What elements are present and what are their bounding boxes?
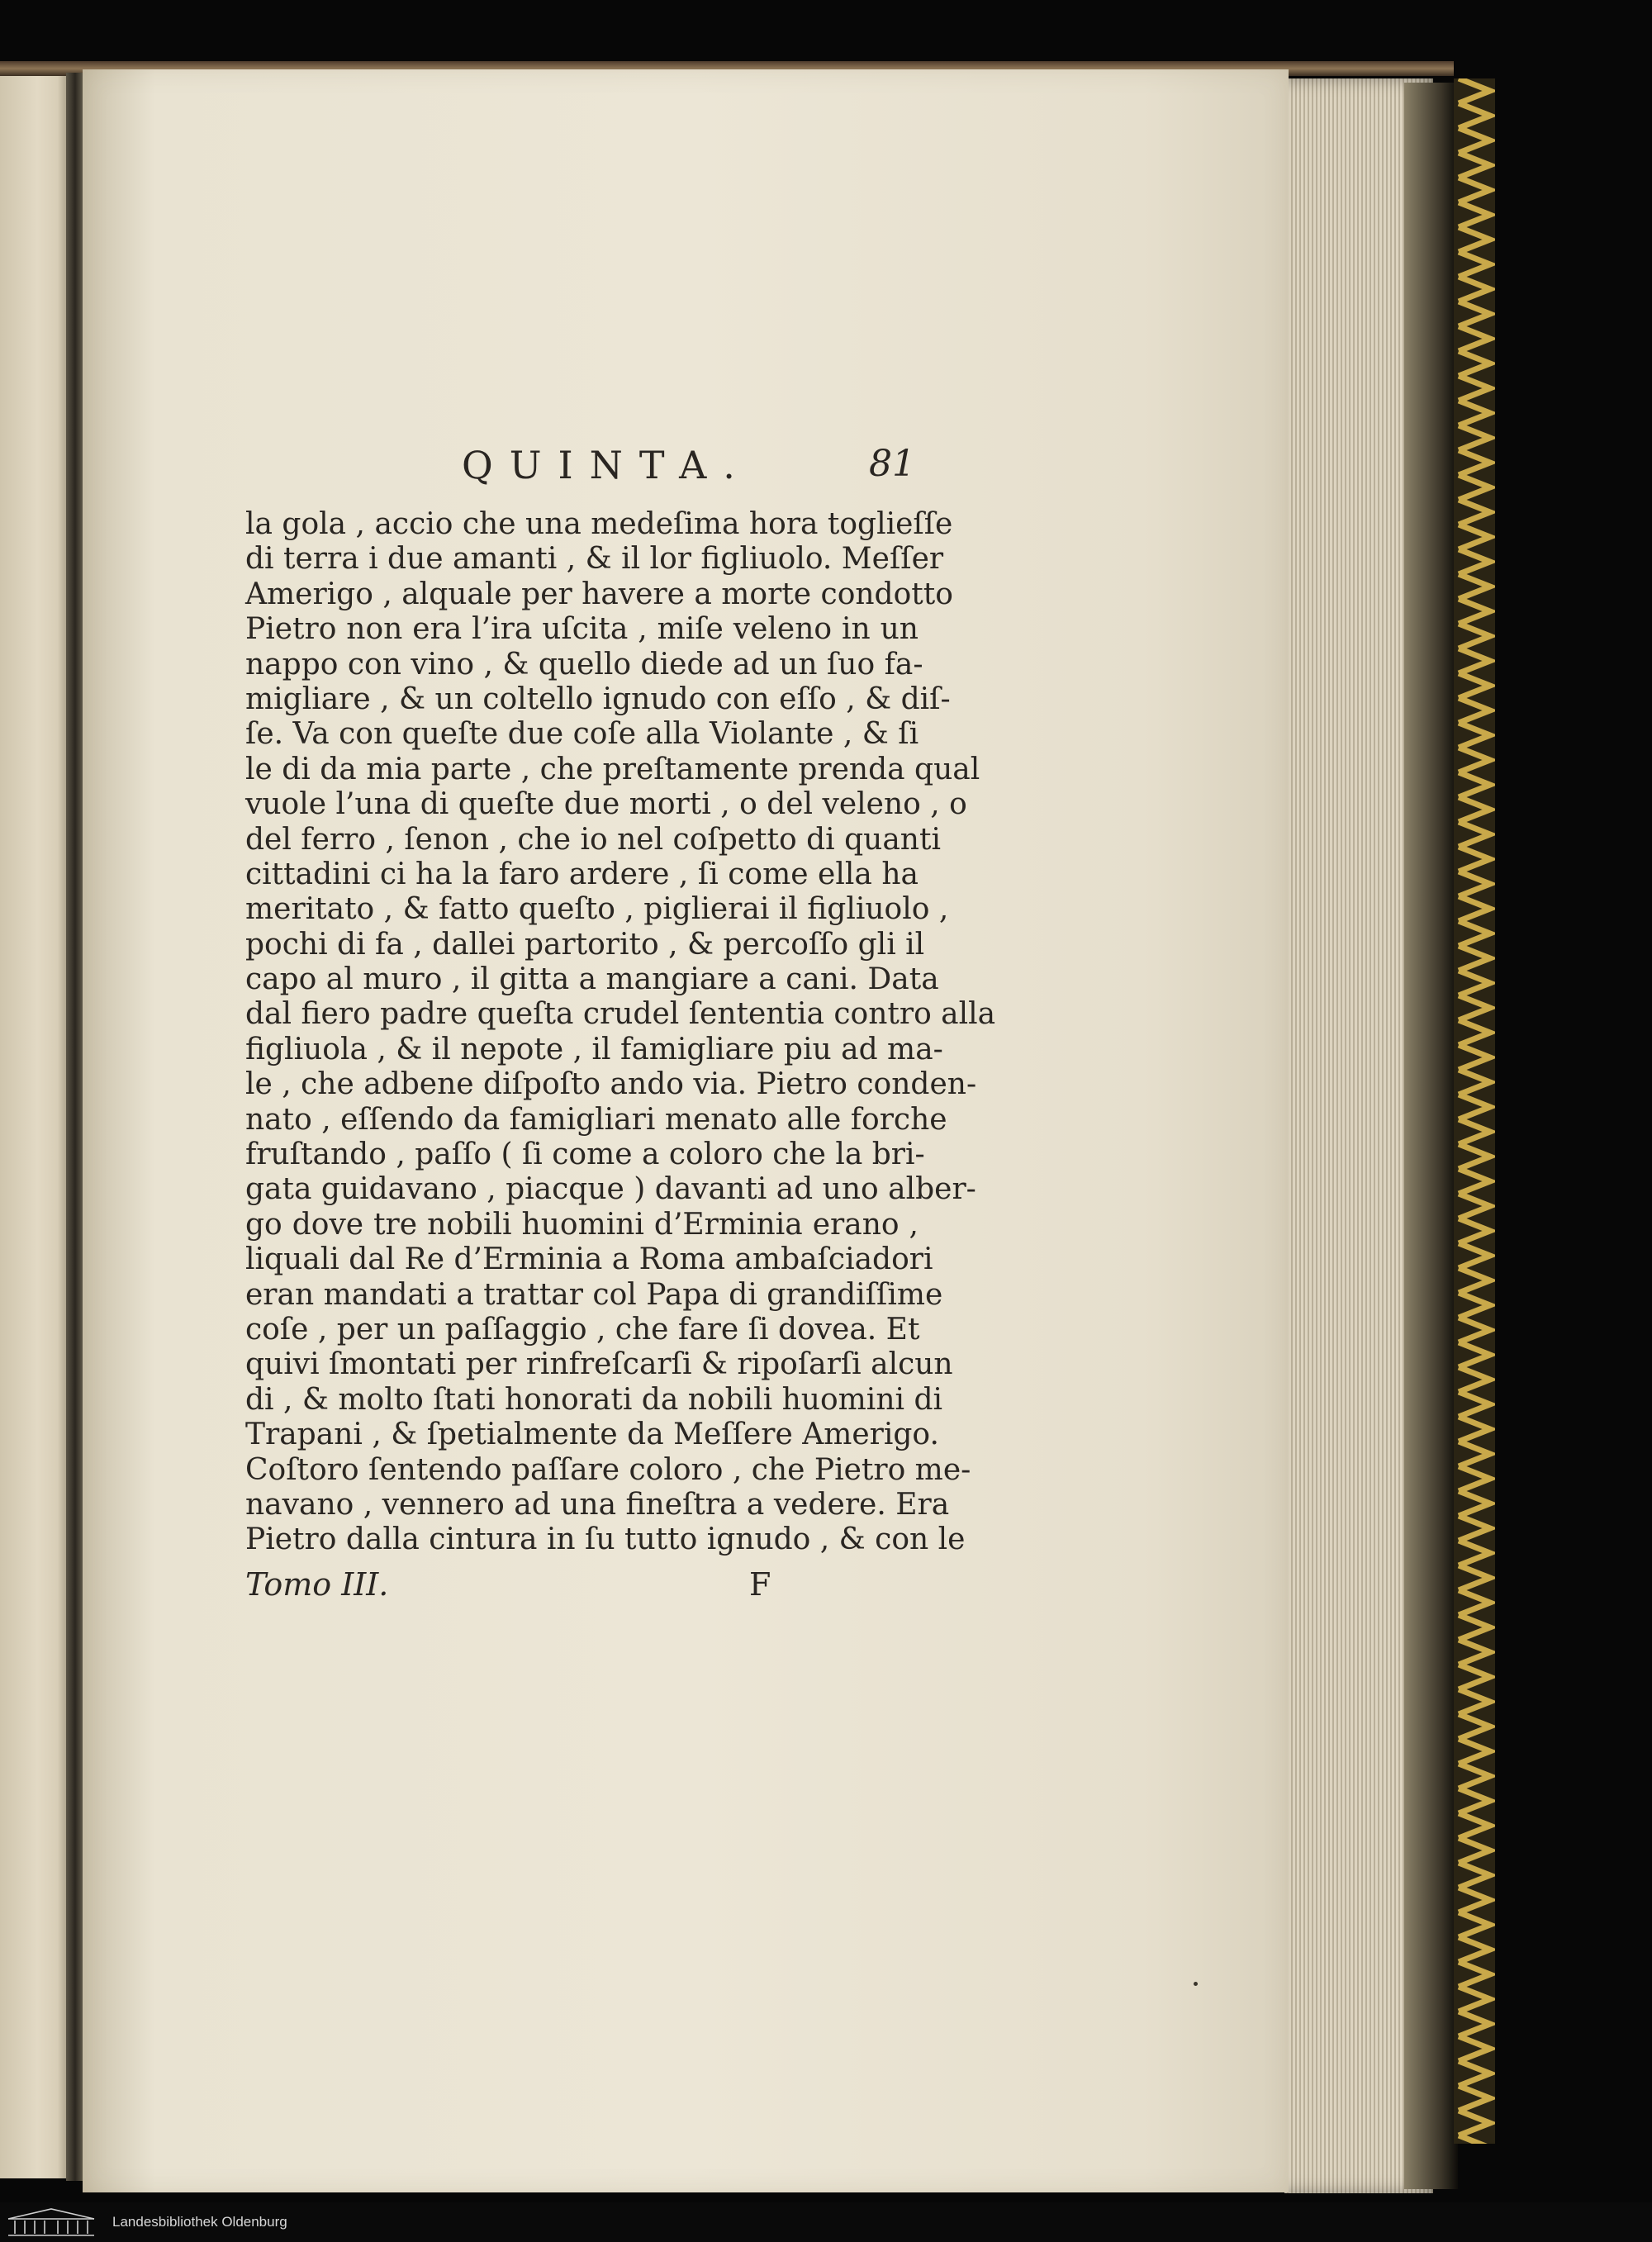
gilt-zigzag-segment [1459,1293,1490,1318]
gilt-zigzag-segment [1459,2061,1490,2086]
gilt-zigzag-segment [1459,376,1490,401]
gilt-zigzag-segment [1459,1912,1490,1937]
gilt-zigzag-segment [1459,1813,1490,1838]
gilt-zigzag-segment [1459,1318,1490,1342]
gilt-zigzag-segment [1459,227,1490,252]
gilt-zigzag-segment [1459,1392,1490,1417]
gilt-zigzag-segment [1459,1838,1490,1863]
gilt-zigzag-segment [1459,1640,1490,1665]
gilt-zigzag-segment [1459,525,1490,549]
gilt-zigzag-segment [1459,1590,1490,1615]
gilt-zigzag-segment [1459,1764,1490,1788]
gilt-zigzag-segment [1459,896,1490,921]
gilt-cover-edge [1454,78,1495,2144]
gilt-zigzag-segment [1459,326,1490,351]
gilt-zigzag-segment [1459,475,1490,500]
text-line: ſe. Va con queſte due coſe alla Violante , & ſi [245,717,919,752]
gilt-zigzag-segment [1459,1095,1490,1119]
gilt-zigzag-segment [1459,797,1490,822]
gilt-zigzag-segment [1459,723,1490,748]
running-title: QUINTA. [462,443,752,487]
page-footer [245,1563,919,1613]
text-line: Amerigo , alquale per havere a morte condotto [245,577,953,611]
text-line: migliare , & un coltello ignudo con eſſo , & diſ- [245,682,951,716]
page-text-block [245,443,996,1613]
text-line: Trapani , & ſpetialmente da Meſſere Amerigo. [245,1418,939,1452]
gilt-zigzag-segment [1459,153,1490,178]
gilt-zigzag-segment [1459,599,1490,624]
gilt-zigzag-segment [1459,1144,1490,1169]
text-line: Coſtoro ſentendo paſſare coloro , che Pietro me- [245,1452,971,1487]
text-line: del ferro , ſenon , che io nel coſpetto di quanti [245,822,941,857]
page-number: 81 [869,443,915,485]
gilt-zigzag-segment [1459,1888,1490,1912]
gilt-zigzag-segment [1459,624,1490,648]
text-line: le di da mia parte , che preſtamente prenda qual [245,752,980,786]
text-line: fruſtando , paſſo ( ſi come a coloro che la bri- [245,1138,925,1172]
zigzag-ornament-icon [1454,78,1495,2144]
gilt-zigzag-segment [1459,1218,1490,1243]
text-line: navano , vennero ad una fineſtra a vedere. Era [245,1487,950,1522]
gilt-zigzag-segment [1459,1417,1490,1442]
gilt-zigzag-segment [1459,252,1490,277]
gilt-zigzag-segment [1459,1739,1490,1764]
gilt-zigzag-segment [1459,872,1490,896]
previous-page-edge [0,76,68,2178]
text-line: Pietro dalla cintura in ſu tutto ignudo , & con le [245,1522,966,1557]
gilt-zigzag-segment [1459,847,1490,872]
gilt-zigzag-segment [1459,1367,1490,1392]
text-line: cittadini ci ha la faro ardere , ſi come ella ha [245,857,919,891]
gilt-zigzag-segment [1459,202,1490,227]
gilt-zigzag-segment [1459,1491,1490,1516]
gilt-zigzag-segment [1459,500,1490,525]
gilt-zigzag-segment [1459,1342,1490,1367]
text-line: liquali dal Re d’Erminia a Roma ambaſciadori [245,1242,933,1277]
gilt-zigzag-segment [1459,2111,1490,2135]
text-line: gata guidavano , piacque ) davanti ad uno alber- [245,1172,976,1207]
gilt-zigzag-segment [1459,1987,1490,2012]
gilt-zigzag-segment [1459,2086,1490,2111]
gilt-zigzag-segment [1459,1243,1490,1268]
gilt-zigzag-segment [1459,302,1490,326]
gilt-zigzag-segment [1459,1665,1490,1689]
gilt-zigzag-segment [1459,1119,1490,1144]
gilt-zigzag-segment [1459,2036,1490,2061]
library-footer-bar [0,2202,1652,2242]
gilt-zigzag-segment [1459,425,1490,450]
text-line: coſe , per un paſſaggio , che fare ſi dovea. Et [245,1312,920,1347]
text-line: go dove tre nobili huomini d’Erminia erano , [245,1207,919,1242]
text-line: nappo con vino , & quello diede ad un ſuo fa- [245,647,923,682]
text-line: dal fiero padre queſta crudel ſententia contro alla [245,997,996,1032]
gilt-zigzag-segment [1459,822,1490,847]
gilt-zigzag-segment [1459,1466,1490,1491]
gilt-zigzag-segment [1459,772,1490,797]
text-line: pochi di fa , dallei partorito , & percoſſo gli il [245,927,925,962]
gilt-zigzag-segment [1459,1962,1490,1987]
gilt-zigzag-segment [1459,78,1490,103]
page-block-shadow [1404,83,1458,2189]
gilt-zigzag-segment [1459,1788,1490,1813]
gilt-zigzag-segment [1459,1565,1490,1590]
text-line: Pietro non era l’ira uſcita , miſe veleno in un [245,612,919,647]
paper-speck [1194,1982,1198,1986]
body-text [245,507,996,1558]
gilt-zigzag-segment [1459,2135,1490,2144]
gilt-zigzag-segment [1459,971,1490,995]
text-line: vuole l’una di queſte due morti , o del veleno , o [245,787,967,822]
gilt-zigzag-segment [1459,1714,1490,1739]
text-line: quivi ſmontati per rinfreſcarſi & ripoſarſi alcun [245,1347,953,1382]
text-line: figliuola , & il nepote , il famigliare piu ad ma- [245,1032,943,1066]
gilt-zigzag-segment [1459,128,1490,153]
gilt-zigzag-segment [1459,351,1490,376]
gilt-zigzag-segment [1459,1194,1490,1218]
gilt-zigzag-segment [1459,1541,1490,1565]
text-line: di terra i due amanti , & il lor figliuolo. Meſſer [245,542,944,577]
gilt-zigzag-segment [1459,748,1490,772]
gilt-zigzag-segment [1459,1070,1490,1095]
gilt-zigzag-segment [1459,1937,1490,1962]
gilt-zigzag-segment [1459,2012,1490,2036]
sheet-signature-mark: F [749,1565,771,1603]
gilt-zigzag-segment [1459,574,1490,599]
volume-signature: Tomo III. [245,1565,389,1603]
text-line: di , & molto ſtati honorati da nobili huomini di [245,1382,943,1417]
gilt-zigzag-segment [1459,103,1490,128]
book-gutter [66,73,84,2181]
gilt-zigzag-segment [1459,450,1490,475]
gilt-zigzag-segment [1459,921,1490,946]
gilt-zigzag-segment [1459,1615,1490,1640]
text-line: nato , eſſendo da famigliari menato alle forche [245,1102,947,1137]
gilt-zigzag-segment [1459,1268,1490,1293]
gilt-zigzag-segment [1459,1863,1490,1888]
gilt-zigzag-segment [1459,178,1490,202]
gilt-zigzag-segment [1459,698,1490,723]
gilt-zigzag-segment [1459,648,1490,673]
text-line: eran mandati a trattar col Papa di grandiſſime [245,1277,943,1312]
running-head [245,443,919,507]
gilt-zigzag-segment [1459,1169,1490,1194]
gilt-zigzag-segment [1459,549,1490,574]
gilt-zigzag-segment [1459,1442,1490,1466]
text-line: la gola , accio che una medeſima hora toglieſſe [245,507,953,541]
gilt-zigzag-segment [1459,1516,1490,1541]
gilt-zigzag-segment [1459,995,1490,1020]
gilt-zigzag-segment [1459,946,1490,971]
gilt-zigzag-segment [1459,1689,1490,1714]
text-line: meritato , & fatto queſto , piglierai il figliuolo , [245,892,949,927]
library-name: Landesbibliothek Oldenburg [112,2214,287,2230]
gilt-zigzag-segment [1459,673,1490,698]
gilt-zigzag-segment [1459,277,1490,302]
text-line: le , che adbene diſpoſto ando via. Pietro conden- [245,1067,977,1102]
text-line: capo al muro , il gitta a mangiare a cani. Data [245,962,939,997]
library-building-logo-icon [5,2206,97,2239]
gilt-zigzag-segment [1459,1020,1490,1045]
gilt-zigzag-segment [1459,1045,1490,1070]
gilt-zigzag-segment [1459,401,1490,425]
